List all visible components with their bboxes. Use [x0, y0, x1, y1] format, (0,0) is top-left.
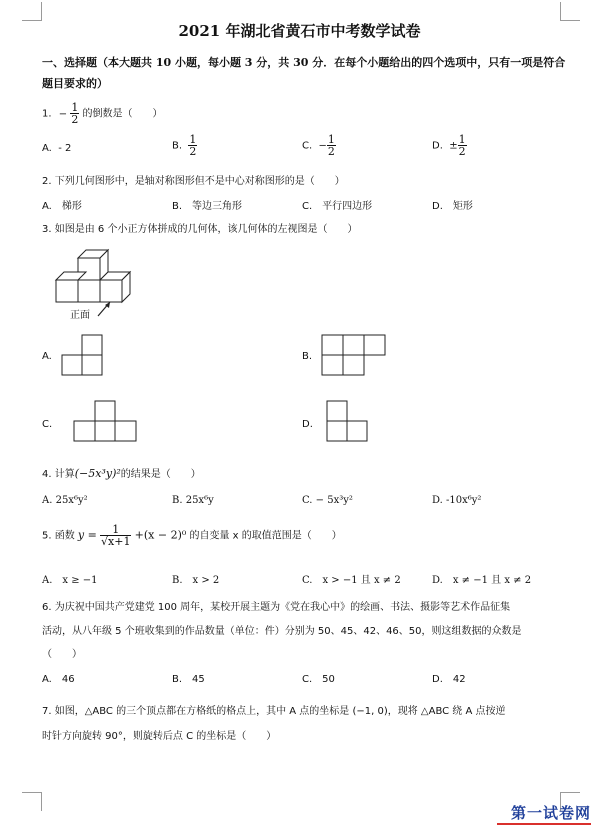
q2-option-b[interactable]: B. 等边三角形: [172, 201, 243, 212]
question-6-line-1: 6. 为庆祝中国共产党建党 100 周年，某校开展主题为《党在我心中》的绘画、书法、摄影等艺术作品征集: [42, 602, 511, 613]
q5-y-eq: y =: [77, 528, 97, 542]
crop-mark-top-right-v: [560, 2, 561, 20]
q5-option-a[interactable]: A. x ≥ −1: [42, 575, 98, 586]
q4-option-b[interactable]: B. 25x⁶y: [172, 495, 214, 506]
crop-mark-bottom-right-h: [560, 792, 580, 793]
q5-option-b[interactable]: B. x > 2: [172, 575, 220, 586]
q1-frac-den: 2: [71, 113, 79, 126]
q5-frac-den: √x+1: [101, 535, 131, 548]
q1-option-b[interactable]: [172, 134, 197, 157]
q6-option-c[interactable]: C. 50: [302, 674, 335, 685]
q3-option-a-figure[interactable]: [62, 335, 104, 377]
q3-solid-figure: [48, 242, 148, 322]
q1-b-num: 1: [189, 133, 197, 146]
q3-option-a-label[interactable]: A.: [42, 351, 52, 362]
question-3: 3. 如图是由 6 个小正方体拼成的几何体，该几何体的左视图是（ ）: [42, 224, 358, 235]
q1-option-a[interactable]: [42, 143, 71, 154]
q1-c-label: C.: [302, 140, 313, 152]
q1-a-value: - 2: [58, 143, 72, 154]
question-7-line-1: 7. 如图，△ABC 的三个顶点都在方格纸的格点上，其中 A 点的坐标是 (−1, 0)，现将 △ABC 绕 A 点按逆: [42, 706, 506, 717]
question-6-line-3: （ ）: [42, 649, 82, 660]
q4-option-c[interactable]: C. − 5x³y²: [302, 495, 353, 506]
q4-option-a[interactable]: A. 25x⁶y²: [42, 495, 88, 506]
watermark-underline: [497, 823, 591, 825]
question-7-line-2: 时针方向旋转 90°，则旋转后点 C 的坐标是（ ）: [42, 731, 277, 742]
q5-frac-num: 1: [100, 524, 131, 536]
crop-mark-bottom-left-v: [41, 793, 42, 811]
question-2: 2. 下列几何图形中，是轴对称图形但不是中心对称图形的是（ ）: [42, 176, 345, 187]
page-title: 2021 年湖北省黄石市中考数学试卷: [178, 22, 421, 40]
q3-option-c-label[interactable]: C.: [42, 419, 53, 430]
question-4: [42, 465, 201, 480]
q4-prefix: 4. 计算: [42, 469, 75, 480]
q1-d-fraction: [458, 134, 467, 157]
q1-option-d[interactable]: [432, 134, 467, 157]
q3-option-d-figure[interactable]: [327, 401, 369, 443]
q2-option-a[interactable]: A. 梯形: [42, 201, 82, 212]
q1-c-fraction: [327, 134, 336, 157]
question-5: [42, 524, 342, 547]
q1-number: 1.: [42, 108, 52, 120]
site-watermark: 第一试卷网: [510, 804, 591, 822]
q1-c-den: 2: [327, 145, 335, 158]
crop-mark-top-left-v: [41, 2, 42, 20]
crop-mark-bottom-left-h: [22, 792, 42, 793]
q3-option-b-figure[interactable]: [322, 335, 386, 377]
q1-frac-num: 1: [71, 101, 79, 114]
q5-prefix: 5. 函数: [42, 530, 75, 542]
section-heading: 一、选择题（本大题共 10 小题，每小题 3 分，共 30 分．在每个小题给出的四个选项中，只有一项是符合题目要求的）: [42, 56, 566, 90]
q1-minus: −: [58, 108, 68, 120]
q4-option-d[interactable]: D. -10x⁶y²: [432, 495, 482, 506]
q5-suffix: 的自变量 x 的取值范围是（ ）: [189, 530, 342, 542]
q1-b-label: B.: [172, 140, 183, 152]
q1-b-den: 2: [189, 145, 197, 158]
q3-option-c-figure[interactable]: [74, 401, 138, 443]
q1-c-num: 1: [327, 133, 335, 146]
q5-fraction: [100, 524, 131, 547]
q5-option-c[interactable]: C. x > −1 且 x ≠ 2: [302, 575, 401, 586]
q1-d-label: D.: [432, 140, 443, 152]
q1-stem: 的倒数是（ ）: [82, 108, 163, 120]
q3-option-d-label[interactable]: D.: [302, 419, 313, 430]
q5-option-d[interactable]: D. x ≠ −1 且 x ≠ 2: [432, 575, 532, 586]
q1-c-minus: −: [318, 140, 327, 152]
q1-fraction: [70, 102, 79, 125]
q4-suffix: 的结果是（ ）: [120, 469, 201, 480]
question-1: [42, 102, 163, 125]
q2-option-d[interactable]: D. 矩形: [432, 201, 473, 212]
q1-a-label: A.: [42, 143, 52, 154]
q1-d-pm: ±: [449, 140, 458, 152]
q3-front-label: 正面: [70, 310, 90, 321]
q1-option-c[interactable]: [302, 134, 336, 157]
q6-option-a[interactable]: A. 46: [42, 674, 75, 685]
question-6-line-2: 活动，从八年级 5 个班收集到的作品数量（单位：件）分别为 50、45、42、46、50，则这组数据的众数是: [42, 626, 522, 637]
q6-option-d[interactable]: D. 42: [432, 674, 466, 685]
q4-expression: (−5x³y)²: [74, 467, 121, 480]
q2-option-c[interactable]: C. 平行四边形: [302, 201, 373, 212]
q6-option-b[interactable]: B. 45: [172, 674, 205, 685]
q1-b-fraction: [188, 134, 197, 157]
q1-d-den: 2: [458, 145, 466, 158]
q1-d-num: 1: [458, 133, 466, 146]
q3-option-b-label[interactable]: B.: [302, 351, 313, 362]
q5-plus-term: +(x − 2)⁰: [134, 528, 187, 542]
